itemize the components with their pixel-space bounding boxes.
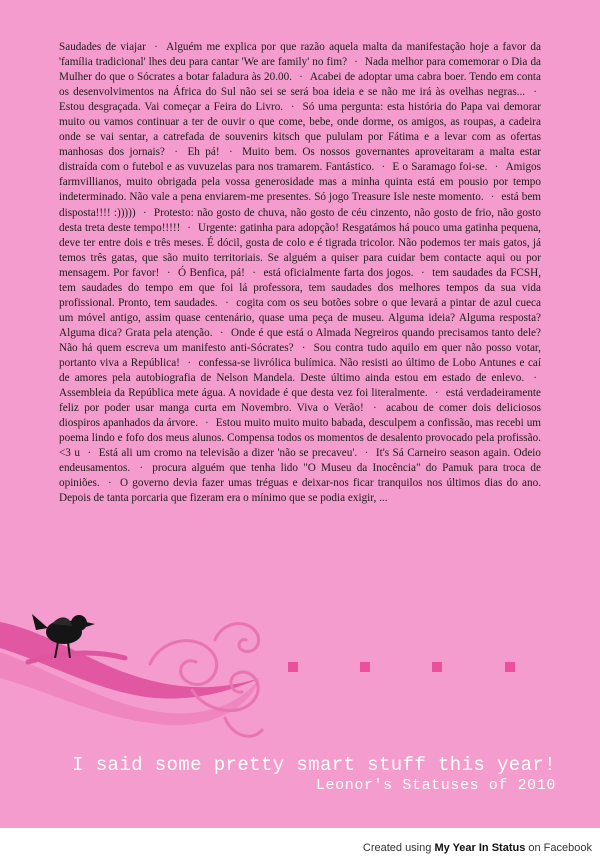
status-separator: ·	[223, 146, 239, 159]
status-entry: está oficialmente farta dos jogos.	[263, 266, 414, 279]
status-separator: ·	[487, 191, 498, 204]
status-separator: ·	[184, 221, 194, 234]
status-separator: ·	[216, 326, 227, 339]
status-entry: E o Saramago foi-se.	[392, 161, 488, 174]
status-separator: ·	[139, 206, 150, 219]
status-entry: Muito bem. Os nossos governantes aproveitaram a malta estar distraída com o futebol e as vuvuzelas para nos tramarem. Fantástico.	[59, 146, 542, 174]
status-separator: ·	[529, 86, 537, 99]
status-entry: está bem disposta!!!! :)))))	[59, 191, 542, 219]
status-entry: Alguém me explica por que razão aquela malta da manifestação hoje a favor da 'família tradicional' lhes deu para cantar 'We are family' no fim?	[59, 41, 541, 69]
status-separator: ·	[103, 477, 116, 490]
status-separator: ·	[528, 372, 537, 385]
title-block	[72, 753, 556, 795]
status-separator: ·	[378, 161, 389, 174]
status-separator: ·	[351, 56, 361, 69]
status-separator: ·	[168, 146, 184, 159]
credit-prefix: Created using	[362, 842, 432, 854]
status-separator: ·	[134, 462, 149, 475]
title-subtitle: Leonor's Statuses of 2010	[315, 777, 556, 794]
credit-suffix: on Facebook	[528, 842, 592, 854]
status-entry: Assembleia da República mete água. A novidade é que desta vez foi literalmente.	[59, 387, 428, 400]
status-entry: Onde é que está o Almada Negreiros quando precisamos tanto dele? Não há quem escreva um manifesto anti-Sócrates?	[59, 326, 541, 354]
square-dots	[288, 662, 515, 672]
status-entry: tem saudades da FCSH, tem saudades do tempo em que foi lá professora, tem saudades dos melhores tempos da sua vida profissional. Pronto, tem saudades.	[59, 266, 541, 309]
status-entry: acabou de comer dois deliciosos diospiros apanhados da árvore.	[59, 402, 541, 430]
status-separator: ·	[163, 266, 174, 279]
app-name-link[interactable]: My Year In Status	[434, 842, 526, 854]
status-entry: Sou contra tudo aquilo em quer não posso votar, portanto viva a República!	[59, 341, 541, 369]
status-separator: ·	[431, 387, 442, 400]
status-separator: ·	[287, 101, 299, 114]
status-separator: ·	[183, 356, 195, 369]
title-headline: I said some pretty smart stuff this year!	[72, 754, 556, 776]
status-entry: Saudades de viajar	[59, 41, 146, 53]
status-separator: ·	[367, 402, 383, 415]
status-separator: ·	[297, 341, 310, 354]
status-separator: ·	[202, 417, 212, 430]
status-entry: Nada melhor para comemorar o Dia da Mulher do que o Sócrates a botar faladura às 20.00.	[59, 56, 541, 84]
status-entry: Protesto: não gosto de chuva, não gosto de céu cinzento, não gosto de frio, não gosto desta treta deste tempo!!!!!	[59, 206, 542, 234]
status-separator: ·	[361, 447, 372, 460]
status-separator: ·	[296, 71, 306, 84]
status-entry: procura alguém que tenha lido "O Museu da Inocência" do Pamuk para troca de opiniões.	[59, 462, 541, 490]
status-separator: ·	[417, 266, 429, 279]
status-entry: Só uma pergunta: esta história do Papa vai demorar muito ou vamos continuar a ter de ouvir o que come, bebe, onde dorme, os amigos, as roupas, a cadeira onde se vai sentar, a catrefada de souvenirs kitsch que pululam por Fátima e a levar com as ofertas manhosas dos jornais?	[59, 101, 541, 159]
status-separator: ·	[149, 41, 163, 53]
status-entry: Ó Benfica, pá!	[178, 266, 245, 279]
status-entry: Eh pá!	[187, 146, 220, 159]
status-entry: O governo devia fazer umas tréguas e deixar-nos ficar tranquilos nos últimos dias do ano. Depois de tanta porcaria que fizeram era o mínimo que se podia exigir, ...	[59, 477, 541, 505]
credit-line	[363, 842, 592, 854]
status-entry: Estou muito muito muito babada, desculpem a confissão, mas recebi um poema lindo e fofo dos meus alunos. Compensa todos os momentos de desalento provocado pela profissão. <3 u	[59, 417, 542, 460]
status-entry: Urgente: gatinha para adopção! Resgatámos há pouco uma gatinha pequena, deve ter entre dois e três meses. É dócil, gosta de colo e é tigrada tricolor. Não podemos ter mais gatos, já temos três gatas, que são muito territoriais. Se alguém a quiser para cuidar bem contacte aqui ou por mensagem. Por favor!	[59, 221, 541, 279]
status-entry: Amigos farmvillianos, muito obrigada pela vossa generosidade mas a minha quinta está em pousio por tempo indeterminado. Não vale a pena enviarem-me presentes. Só jogo Treasure Isle neste momento.	[59, 161, 541, 204]
status-separator: ·	[248, 266, 260, 279]
status-separator: ·	[491, 161, 502, 174]
bird-swirl-illustration	[0, 600, 600, 760]
status-entry: confessa-se livrólica bulímica. Não resisti ao último de Lobo Antunes e caí de amores pela autobiografia de Nelson Mandela. Deste último ainda estou em estado de enlevo.	[59, 356, 541, 385]
status-separator: ·	[221, 296, 233, 309]
footer	[0, 828, 600, 864]
status-entry: cogita com os seu botões sobre o que levará a pintar de azul cueca um móvel antigo, assim quase centenário, quase uma peça de museu. Alguma ideia? Alguma resposta? Alguma dica? Grata pela atenção.	[59, 296, 541, 339]
status-entry: Acabei de adoptar uma cabra boer. Tendo em conta os desenvolvimentos na África do Sul não sei se será boa ideia e se não me irá às ovelhas negras...	[59, 71, 541, 99]
status-entry: It's Sá Carneiro season again. Odeio endeusamentos.	[59, 447, 541, 475]
status-entry: Está ali um cromo na televisão a dizer 'não se precaveu'.	[98, 447, 358, 460]
status-entry: Estou desgraçada. Vai começar a Feira do Livro.	[59, 101, 284, 114]
status-separator: ·	[83, 447, 95, 460]
status-entry: está verdadeiramente feliz por poder usar manga curta em Novembro. Viva o Verão!	[59, 387, 541, 415]
status-text-block	[59, 40, 541, 506]
